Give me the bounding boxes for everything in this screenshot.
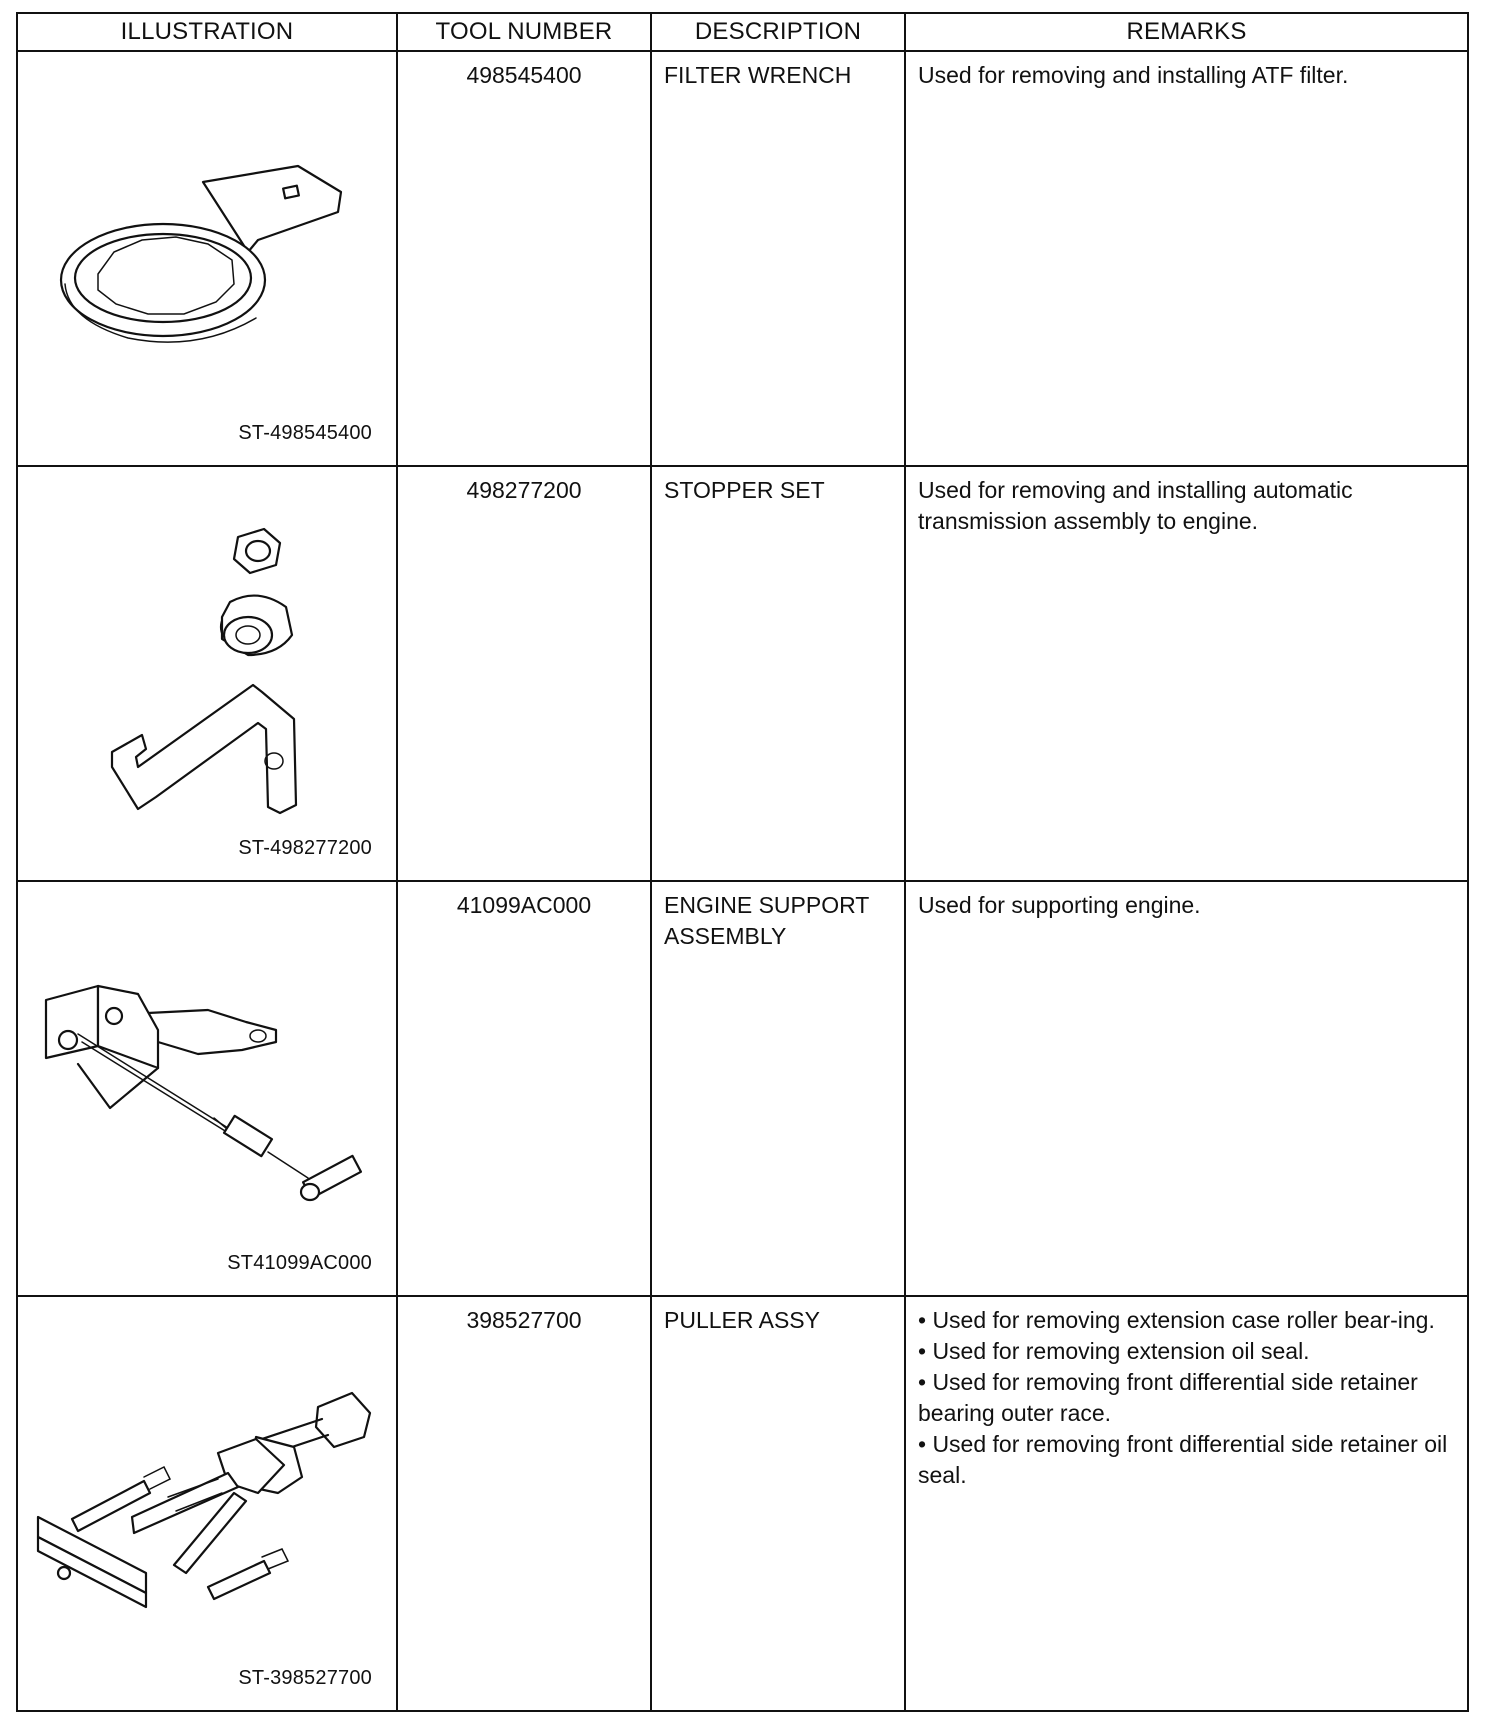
tool-remarks: [905, 51, 1468, 466]
illustration-caption: ST-398527700: [238, 1667, 372, 1689]
table-row: [17, 51, 1468, 466]
tool-number: 398527700: [397, 1296, 651, 1711]
stopper-set-illustration: [18, 467, 396, 872]
remark-line: • Used for removing front differential side retainer oil seal.: [918, 1431, 1448, 1488]
tool-description: ENGINE SUPPORT ASSEMBLY: [651, 881, 905, 1296]
remark-line: Used for removing and installing ATF filter.: [918, 62, 1349, 88]
illustration-cell: [17, 881, 397, 1296]
tool-remarks: [905, 1296, 1468, 1711]
header-row: [17, 13, 1468, 51]
table-row: [17, 1296, 1468, 1711]
remark-line: Used for supporting engine.: [918, 892, 1201, 918]
remark-line: • Used for removing extension case roller bear-ing.: [918, 1307, 1435, 1333]
remark-line: • Used for removing extension oil seal.: [918, 1338, 1310, 1364]
tool-number: 498277200: [397, 466, 651, 881]
illustration-cell: [17, 1296, 397, 1711]
tool-remarks: [905, 466, 1468, 881]
tool-number: 41099AC000: [397, 881, 651, 1296]
illustration-cell: [17, 51, 397, 466]
header-illustration: ILLUSTRATION: [17, 13, 397, 51]
puller-assy-illustration: [18, 1297, 396, 1702]
header-remarks: REMARKS: [905, 13, 1468, 51]
illustration-caption: ST41099AC000: [227, 1252, 372, 1274]
engine-support-illustration: [18, 882, 396, 1287]
illustration-cell: [17, 466, 397, 881]
table-row: [17, 466, 1468, 881]
illustration-caption: ST-498277200: [238, 837, 372, 859]
tool-description: PULLER ASSY: [651, 1296, 905, 1711]
header-description: DESCRIPTION: [651, 13, 905, 51]
header-tool-number: TOOL NUMBER: [397, 13, 651, 51]
remark-line: Used for removing and installing automatic transmission assembly to engine.: [918, 477, 1353, 534]
remark-line: • Used for removing front differential side retainer bearing outer race.: [918, 1369, 1418, 1426]
tool-remarks: [905, 881, 1468, 1296]
tool-description: STOPPER SET: [651, 466, 905, 881]
tool-number: 498545400: [397, 51, 651, 466]
tool-description: FILTER WRENCH: [651, 51, 905, 466]
table-row: [17, 881, 1468, 1296]
filter-wrench-illustration: [18, 52, 396, 457]
special-tools-table: [16, 12, 1469, 1712]
illustration-caption: ST-498545400: [238, 422, 372, 444]
